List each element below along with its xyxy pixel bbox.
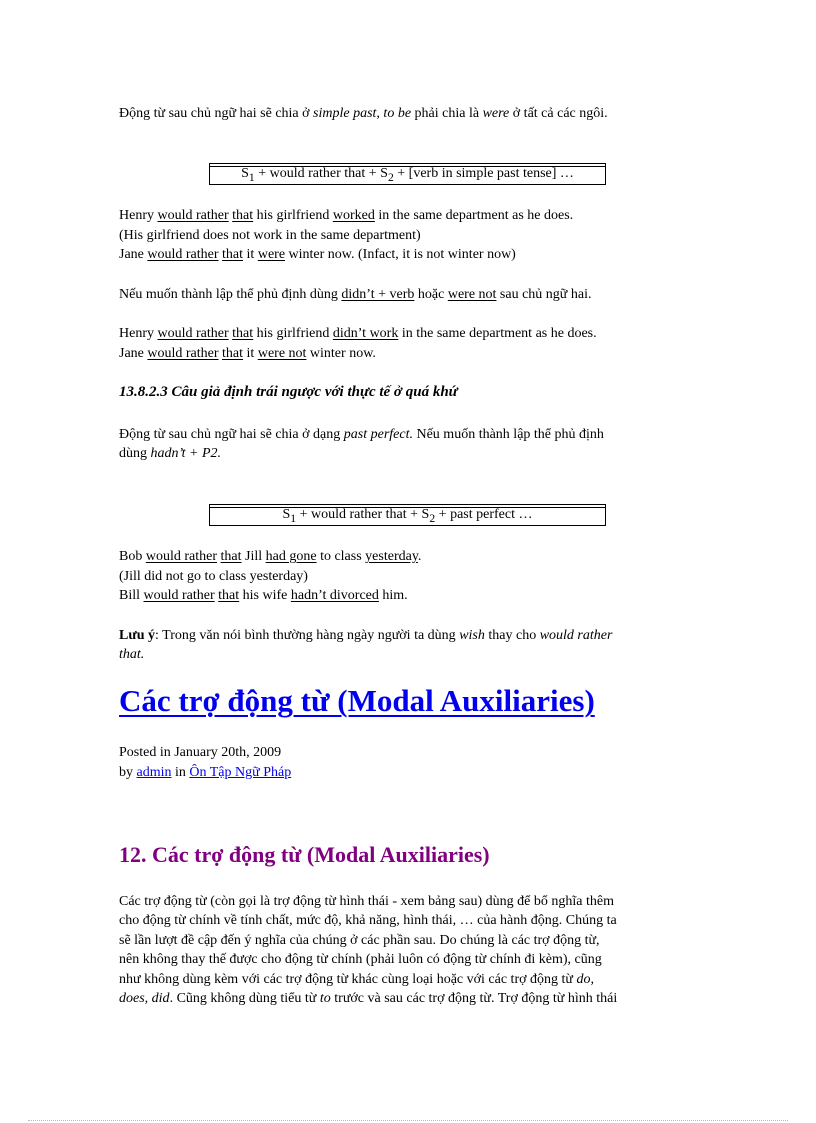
body-line [119, 970, 594, 990]
past-perfect-paragraph-line2 [119, 444, 221, 464]
text: + would rather that + S [296, 507, 430, 522]
text: were not [257, 346, 307, 361]
text: that [218, 588, 240, 603]
text: past perfect. [343, 427, 413, 442]
example-line [119, 245, 516, 265]
formula-box-1 [209, 163, 606, 185]
text: that [232, 208, 254, 223]
text: his girlfriend [253, 326, 333, 341]
text: thay cho [484, 628, 540, 643]
author-link[interactable]: admin [136, 765, 172, 780]
text: his girlfriend [253, 208, 333, 223]
text: would rather [157, 326, 229, 341]
example-line [119, 324, 597, 344]
body-line: sẽ lần lượt đề cập đến ý nghĩa của chúng ở các phần sau. Do chúng là các trợ động từ, [119, 933, 600, 948]
text: winter now. [306, 346, 376, 361]
past-perfect-paragraph [119, 425, 604, 445]
body-line: nên không thay thế được cho động từ chính (phải luôn có động từ chính đi kèm), cũng [119, 952, 602, 967]
text: in the same department as he does. [398, 326, 597, 341]
text: ở tất cả các ngôi. [509, 106, 608, 121]
text: dùng [119, 446, 151, 461]
text: Jill [241, 549, 266, 564]
text: 1 [248, 170, 255, 184]
section-heading: 12. Các trợ động từ (Modal Auxiliaries) [119, 842, 490, 867]
text: winter now. (Infact, it is not winter now) [285, 247, 516, 262]
text: như không dùng kèm với các trợ động từ khác cùng loại hoặc với các trợ động từ [119, 972, 577, 987]
body-line: cho động từ chính về tính chất, mức độ, khả năng, hình thái, … của hành động. Chúng ta [119, 913, 617, 928]
text: wish [459, 628, 485, 643]
body-line [119, 989, 617, 1009]
text: trước và sau các trợ động từ. Trợ động từ hình thái [330, 991, 618, 1006]
text: hoặc [414, 287, 448, 302]
text: + past perfect … [435, 507, 533, 522]
text: phải chia là [411, 106, 483, 121]
text: his wife [239, 588, 291, 603]
text: in the same department as he does. [374, 208, 574, 223]
post-byline [119, 763, 291, 783]
text: would rather [145, 549, 217, 564]
text: does, did [119, 991, 170, 1006]
text: were [257, 247, 286, 262]
text: sau chủ ngữ hai. [496, 287, 592, 302]
example-line [119, 344, 376, 364]
text: simple past, to be [313, 106, 412, 121]
text: do, [576, 972, 594, 987]
text: would rather [143, 588, 215, 603]
text: to [319, 991, 331, 1006]
note-paragraph-line2 [119, 645, 144, 665]
text: him. [378, 588, 408, 603]
text: it [243, 247, 258, 262]
text: it [243, 346, 258, 361]
text: Nếu muốn thành lập thể phủ định [412, 427, 604, 442]
text: were [482, 106, 510, 121]
text: didn’t work [332, 326, 399, 341]
text: : Trong văn nói bình thường hàng ngày người ta dùng [155, 628, 460, 643]
text: in [171, 765, 190, 780]
text: to class [316, 549, 366, 564]
page-footer-divider [28, 1120, 788, 1121]
example-line: (Jill did not go to class yesterday) [119, 569, 308, 584]
text: Nếu muốn thành lập thể phủ định dùng [119, 287, 342, 302]
text: hadn’t + P2. [150, 446, 221, 461]
note-paragraph [119, 626, 612, 646]
body-line: Các trợ động từ (còn gọi là trợ động từ hình thái - xem bảng sau) dùng để bổ nghĩa thêm [119, 894, 614, 909]
text: were not [447, 287, 497, 302]
post-title-link[interactable]: Các trợ động từ (Modal Auxiliaries) [119, 683, 595, 718]
negation-paragraph [119, 285, 592, 305]
text: had gone [265, 549, 317, 564]
text: 2 [429, 511, 436, 525]
text: that. [119, 647, 145, 662]
text: Henry [119, 326, 158, 341]
subsection-heading: 13.8.2.3 Câu giả định trái ngược với thực tế ở quá khứ [119, 384, 458, 400]
text: would rather [157, 208, 229, 223]
text: S [282, 507, 291, 522]
note-label: Lưu ý [119, 628, 156, 643]
text: S [241, 166, 249, 181]
text: didn’t + verb [341, 287, 415, 302]
post-date: Posted in January 20th, 2009 [119, 745, 282, 760]
category-link[interactable]: Ôn Tập Ngữ Pháp [189, 765, 292, 780]
intro-paragraph [119, 104, 608, 124]
text: worked [332, 208, 375, 223]
text: that [222, 346, 244, 361]
text: Henry [119, 208, 158, 223]
text: Jane [119, 346, 148, 361]
text: + would rather that + S [254, 166, 388, 181]
text: . Cũng không dùng tiểu từ [169, 991, 320, 1006]
text: that [232, 326, 254, 341]
text: yesterday [365, 549, 418, 564]
text: would rather [539, 628, 613, 643]
text: Bill [119, 588, 144, 603]
example-line [119, 206, 573, 226]
text: hadn’t divorced [290, 588, 379, 603]
text: + [verb in simple past tense] … [393, 166, 574, 181]
text: by [119, 765, 137, 780]
example-line [119, 547, 421, 567]
text: Bob [119, 549, 146, 564]
text: would rather [147, 247, 219, 262]
text: that [220, 549, 242, 564]
text: Động từ sau chủ ngữ hai sẽ chia ở dạng [119, 427, 344, 442]
text: 2 [387, 170, 394, 184]
text: . [417, 549, 422, 564]
text: Động từ sau chủ ngữ hai sẽ chia ở [119, 106, 314, 121]
formula-box-2 [209, 504, 606, 526]
example-line: (His girlfriend does not work in the same department) [119, 228, 421, 243]
text: 1 [290, 511, 297, 525]
text: Jane [119, 247, 148, 262]
text: that [222, 247, 244, 262]
text: would rather [147, 346, 219, 361]
example-line [119, 586, 408, 606]
